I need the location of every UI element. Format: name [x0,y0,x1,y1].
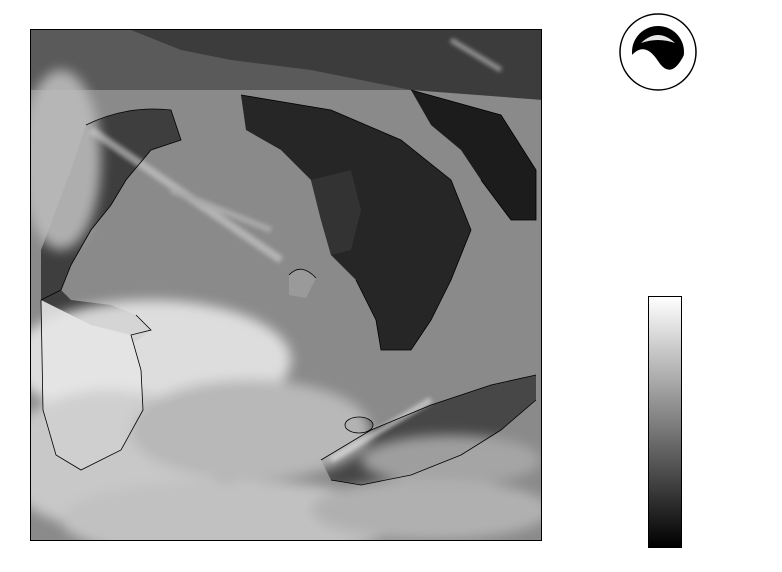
satellite-map [30,29,542,541]
noaa-logo [619,13,697,91]
reflectance-colorbar [648,296,682,548]
great-lakes-satellite-image [31,30,542,541]
